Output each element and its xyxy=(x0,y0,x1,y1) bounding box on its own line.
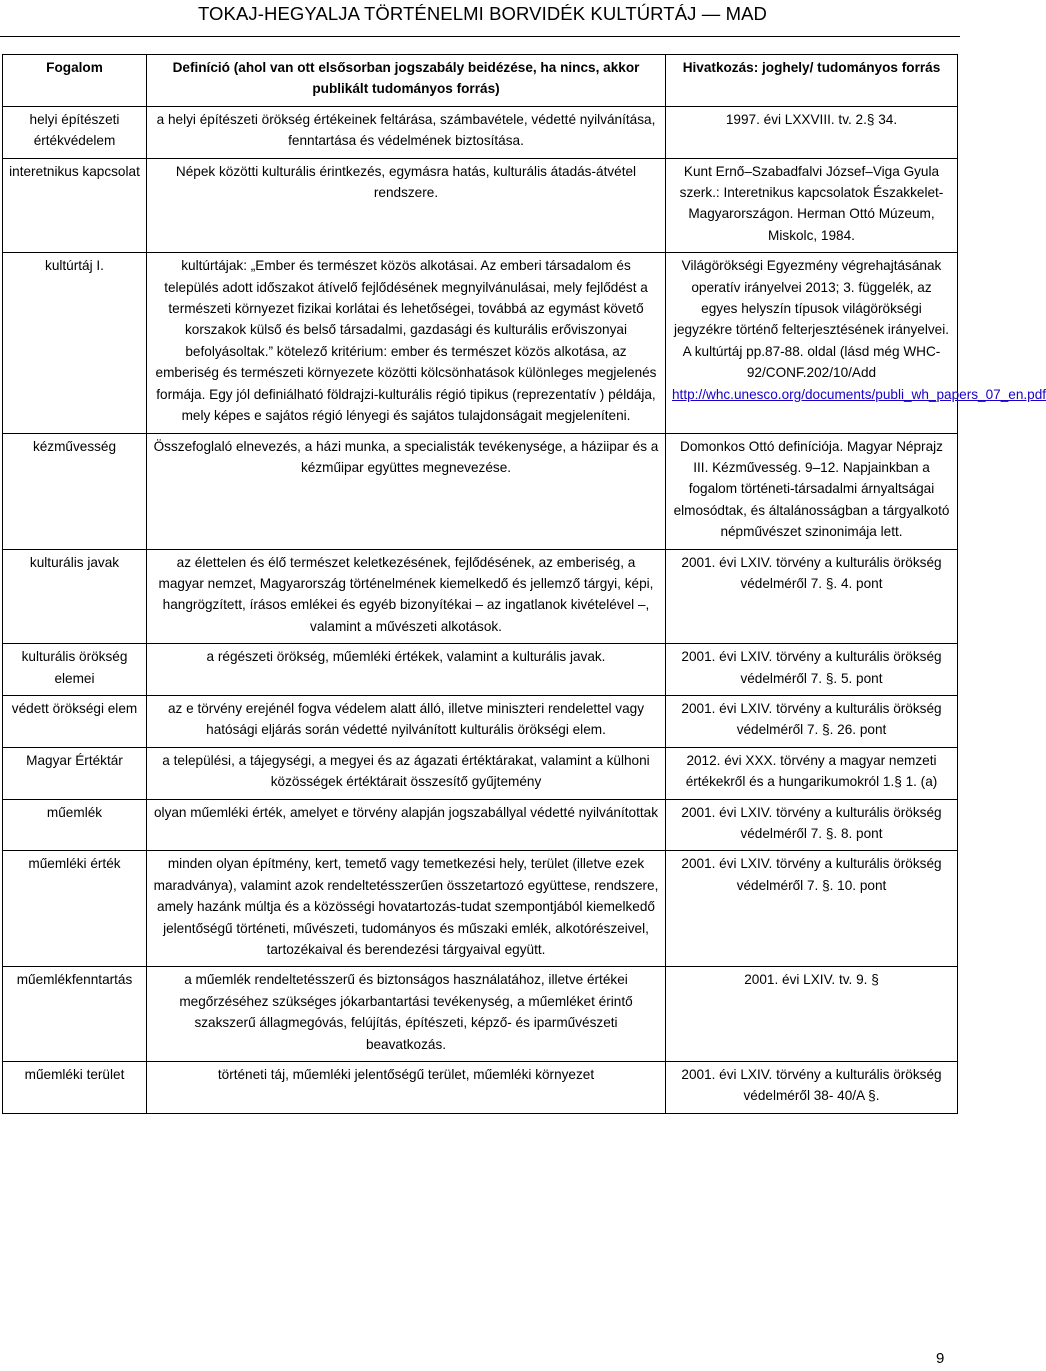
term-cell: műemlék xyxy=(3,799,147,851)
definition-cell: a műemlék rendeltetésszerű és biztonságos használatához, illetve értékei megőrzéséhez szükséges jókarbantartási tevékenység, a műemléket érintő szakszerű állagmegóvás, felújítás, építészeti, képző- és iparművészeti beavatkozás. xyxy=(147,967,666,1062)
table-header-row xyxy=(3,55,958,107)
reference-cell: Domonkos Ottó definíciója. Magyar Néprajz III. Kézművesség. 9–12. Napjainkban a fogalom történeti-társadalmi árnyaltságai elmosódtak, és általánosságban a tárgyalkotó népművészet szinonimája lett. xyxy=(666,433,958,549)
header-title: TOKAJ-HEGYALJA TÖRTÉNELMI BORVIDÉK KULTÚRTÁJ — MAD xyxy=(197,3,767,24)
column-header-definition: Definíció (ahol van ott elsősorban jogszabály beidézése, ha nincs, akkor publikált tudományos forrás) xyxy=(147,55,666,107)
term-cell: kézművesség xyxy=(3,433,147,549)
reference-cell: 2001. évi LXIV. törvény a kulturális örökség védelméről 38- 40/A §. xyxy=(666,1062,958,1114)
table-row xyxy=(3,799,958,851)
table-row xyxy=(3,433,958,549)
definition-cell: Népek közötti kulturális érintkezés, egymásra hatás, kulturális átadás-átvétel rendszere. xyxy=(147,158,666,253)
reference-cell: 2001. évi LXIV. törvény a kulturális örökség védelméről 7. §. 26. pont xyxy=(666,695,958,747)
column-header-term: Fogalom xyxy=(3,55,147,107)
reference-cell: 2001. évi LXIV. törvény a kulturális örökség védelméről 7. §. 10. pont xyxy=(666,851,958,967)
table-row xyxy=(3,253,958,433)
reference-cell: 2001. évi LXIV. törvény a kulturális örökség védelméről 7. §. 4. pont xyxy=(666,549,958,644)
table-row xyxy=(3,967,958,1062)
reference-cell: 2001. évi LXIV. tv. 9. § xyxy=(666,967,958,1062)
reference-cell: 1997. évi LXXVIII. tv. 2.§ 34. xyxy=(666,106,958,158)
term-cell: kultúrtáj I. xyxy=(3,253,147,433)
reference-cell: 2001. évi LXIV. törvény a kulturális örökség védelméről 7. §. 8. pont xyxy=(666,799,958,851)
reference-text: Világörökségi Egyezmény végrehajtásának operatív irányelvei 2013; 3. függelék, az egyes helyszín típusok világörökségi jegyzékre történő felterjesztésének irányelvei. A kultúrtáj pp.87-88. oldal (lásd még WHC-92/CONF.202/10/Add xyxy=(673,258,950,381)
definition-cell: a régészeti örökség, műemléki értékek, valamint a kulturális javak. xyxy=(147,644,666,696)
table-row xyxy=(3,695,958,747)
definition-cell: történeti táj, műemléki jelentőségű terület, műemléki környezet xyxy=(147,1062,666,1114)
reference-cell xyxy=(666,253,1046,433)
glossary-table xyxy=(2,54,1046,1114)
table-row xyxy=(3,158,958,253)
definition-cell: kultúrtájak: „Ember és természet közös alkotásai. Az emberi társadalom és település adott időszakot átívelő fejlődésének megnyilvánulásai, mely fejlődést a természeti környezet fizikai korlátai és lehetőségei, továbbá az egymást követő korszakok külső és belső társadalmi, gazdasági és kulturális erőviszonyai befolyásoltak.” kötelező kritérium: ember és természet közös alkotása, az emberiség és természeti környezete közötti kölcsönhatások különleges megjelenés formája. Egy jól definiálható földrajzi-kulturális régió tipikus (reprezentatív ) példája, mely képes e sajátos régió lényegi és sajátos tulajdonságait megjeleníteni. xyxy=(147,253,666,433)
definition-cell: a települési, a tájegységi, a megyei és az ágazati értéktárakat, valamint a külhoni közösségek értéktárait összesítő gyűjtemény xyxy=(147,747,666,799)
term-cell: Magyar Értéktár xyxy=(3,747,147,799)
unesco-link[interactable]: http://whc.unesco.org/documents/publi_wh_papers_07_en.pdf xyxy=(672,386,1046,402)
reference-cell: 2001. évi LXIV. törvény a kulturális örökség védelméről 7. §. 5. pont xyxy=(666,644,958,696)
term-cell: műemléki érték xyxy=(3,851,147,967)
term-cell: kulturális örökség elemei xyxy=(3,644,147,696)
table-row xyxy=(3,1062,958,1114)
column-header-reference: Hivatkozás: joghely/ tudományos forrás xyxy=(666,55,958,107)
definition-cell: az élettelen és élő természet keletkezésének, fejlődésének, az emberiség, a magyar nemzet, Magyarország történelmének kiemelkedő és jellemző tárgyi, képi, hangrögzített, írásos emlékei és egyéb bizonyítékai – az ingatlanok kivételével –, valamint a művészeti alkotások. xyxy=(147,549,666,644)
table-row xyxy=(3,747,958,799)
table-row xyxy=(3,851,958,967)
term-cell: műemlékfenntartás xyxy=(3,967,147,1062)
term-cell: műemléki terület xyxy=(3,1062,147,1114)
term-cell: interetnikus kapcsolat xyxy=(3,158,147,253)
term-cell: helyi építészeti értékvédelem xyxy=(3,106,147,158)
reference-cell: Kunt Ernő–Szabadfalvi József–Viga Gyula szerk.: Interetnikus kapcsolatok Északkelet-Magyarországon. Herman Ottó Múzeum, Miskolc, 1984. xyxy=(666,158,958,253)
term-cell: kulturális javak xyxy=(3,549,147,644)
definition-cell: a helyi építészeti örökség értékeinek feltárása, számbavétele, védetté nyilvánítása, fenntartása és védelmének biztosítása. xyxy=(147,106,666,158)
table-row xyxy=(3,549,958,644)
running-header xyxy=(0,0,960,40)
term-cell: védett örökségi elem xyxy=(3,695,147,747)
table-row xyxy=(3,106,958,158)
definition-cell: Összefoglaló elnevezés, a házi munka, a specialisták tevékenysége, a háziipar és a kézműipar együttes megnevezése. xyxy=(147,433,666,549)
definition-cell: az e törvény erejénél fogva védelem alatt álló, illetve miniszteri rendelettel vagy hatósági eljárás során védetté nyilvánított kulturális örökségi elem. xyxy=(147,695,666,747)
definition-cell: minden olyan építmény, kert, temető vagy temetkezési hely, terület (illetve ezek maradványa), valamint azok rendeltetésszerűen összetartozó együttese, rendszere, amely hazánk múltja és a közösségi hovatartozás-tudat szempontjából kiemelkedő jelentőségű történeti, művészeti, tudományos és műszaki emlék, alkotórészeivel, tartozékaival és berendezési tárgyaival együtt. xyxy=(147,851,666,967)
header-rule xyxy=(0,36,960,37)
table-row xyxy=(3,644,958,696)
definition-cell: olyan műemléki érték, amelyet e törvény alapján jogszabállyal védetté nyilvánítottak xyxy=(147,799,666,851)
page-number: 9 xyxy=(936,1350,945,1367)
reference-cell: 2012. évi XXX. törvény a magyar nemzeti értékekről és a hungarikumokról 1.§ 1. (a) xyxy=(666,747,958,799)
